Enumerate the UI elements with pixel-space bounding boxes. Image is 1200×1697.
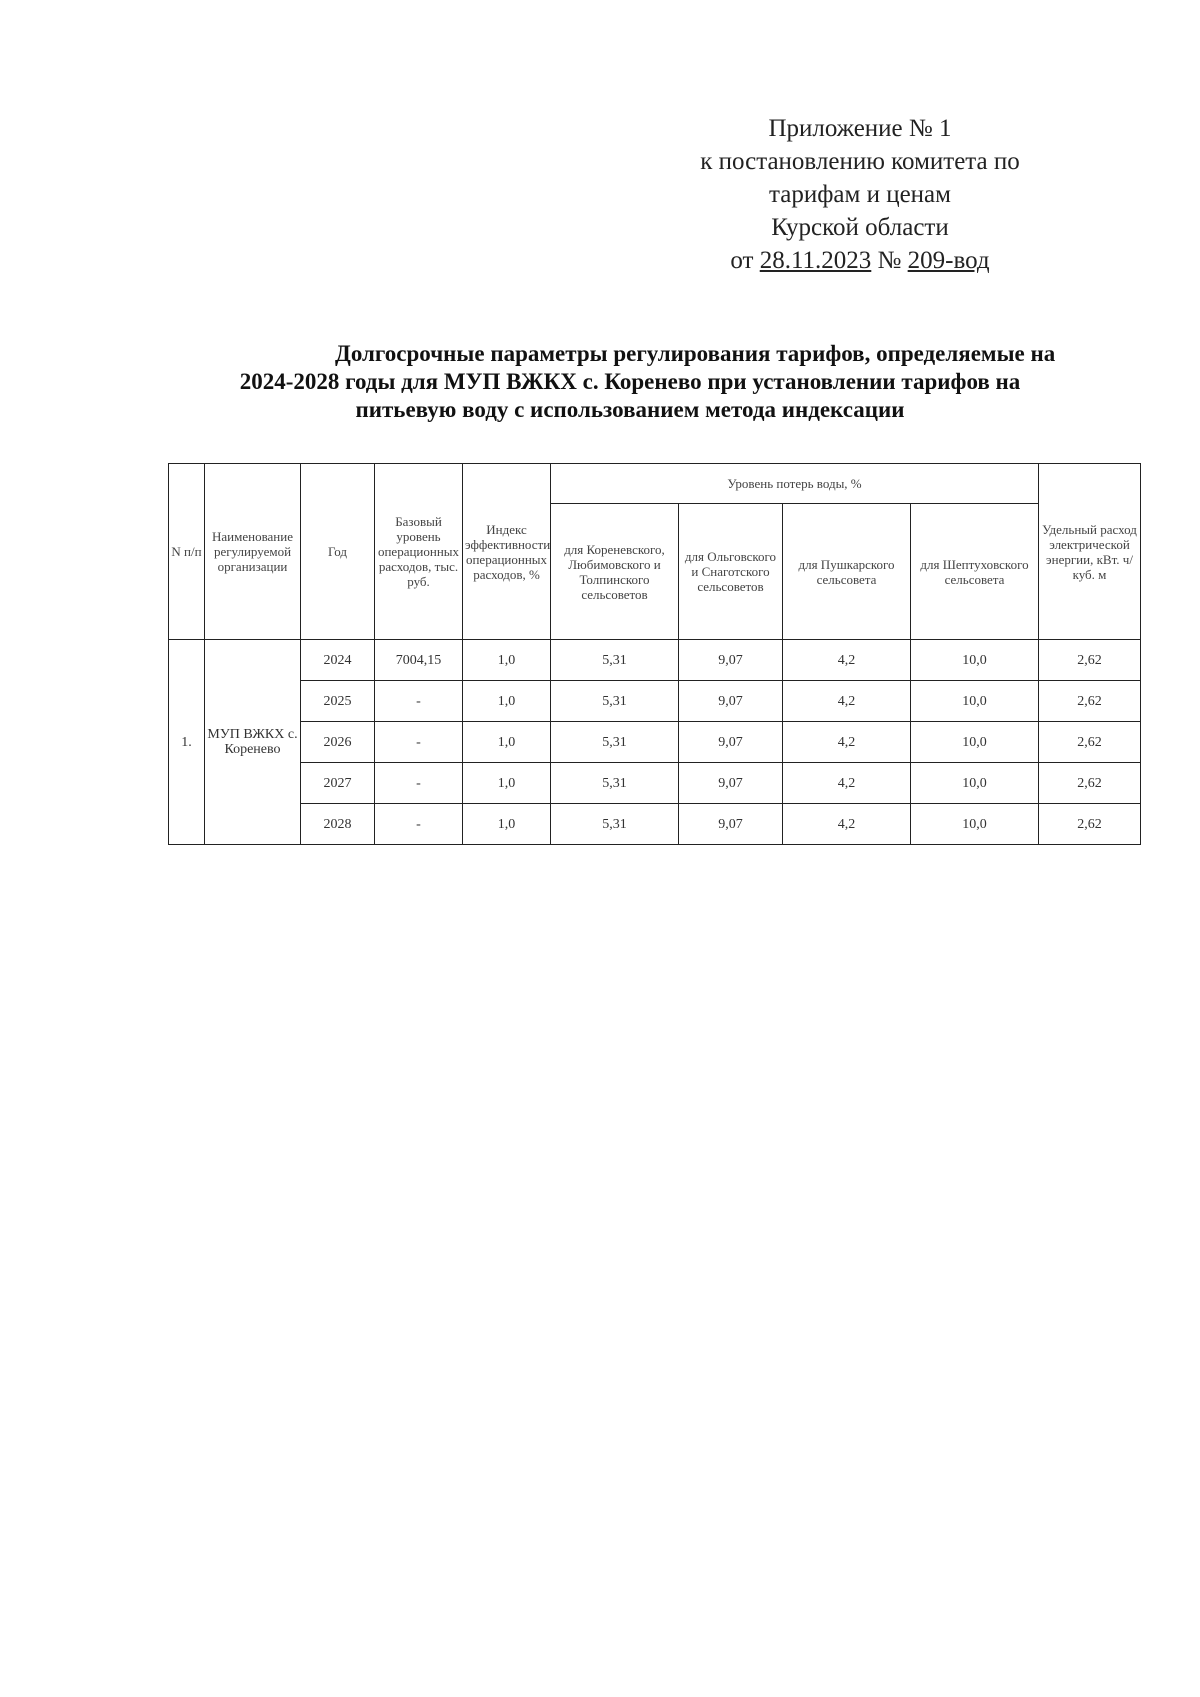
table-row — [169, 681, 1141, 722]
header-loss-pushkarsky: для Пушкарского сельсовета — [783, 504, 911, 640]
cell-loss3: 4,2 — [783, 640, 911, 681]
header-org: Наименование регулируемой организации — [205, 464, 301, 640]
cell-base: - — [375, 804, 463, 845]
cell-loss2: 9,07 — [679, 640, 783, 681]
cell-loss2: 9,07 — [679, 681, 783, 722]
cell-year: 2026 — [301, 722, 375, 763]
cell-energy: 2,62 — [1039, 763, 1141, 804]
header-efficiency-index: Индекс эффективности операционных расходов, % — [463, 464, 551, 640]
appendix-header — [600, 112, 1120, 277]
cell-loss3: 4,2 — [783, 804, 911, 845]
cell-loss1: 5,31 — [551, 640, 679, 681]
cell-index: 1,0 — [463, 681, 551, 722]
header-loss-korenevsky: для Кореневского, Любимовского и Толпинского сельсоветов — [551, 504, 679, 640]
table-row — [169, 763, 1141, 804]
cell-year: 2027 — [301, 763, 375, 804]
cell-loss3: 4,2 — [783, 763, 911, 804]
cell-loss1: 5,31 — [551, 681, 679, 722]
appendix-date-line — [600, 244, 1120, 277]
cell-loss4: 10,0 — [911, 681, 1039, 722]
cell-loss3: 4,2 — [783, 681, 911, 722]
cell-loss2: 9,07 — [679, 763, 783, 804]
title-line-1: Долгосрочные параметры регулирования тарифов, определяемые на — [335, 341, 1056, 366]
date-prefix: от — [730, 247, 754, 274]
cell-loss1: 5,31 — [551, 722, 679, 763]
cell-loss4: 10,0 — [911, 804, 1039, 845]
cell-loss4: 10,0 — [911, 640, 1039, 681]
appendix-line-1: Приложение № 1 — [768, 115, 952, 142]
appendix-line-4: Курской области — [771, 214, 949, 241]
cell-loss3: 4,2 — [783, 722, 911, 763]
table-row — [169, 722, 1141, 763]
appendix-line-2: к постановлению комитета по — [700, 148, 1020, 175]
header-loss-sheptukhovsky: для Шептуховского сельсовета — [911, 504, 1039, 640]
cell-year: 2028 — [301, 804, 375, 845]
cell-loss2: 9,07 — [679, 722, 783, 763]
cell-base: - — [375, 763, 463, 804]
cell-index: 1,0 — [463, 722, 551, 763]
header-base-costs: Базовый уровень операционных расходов, тыс. руб. — [375, 464, 463, 640]
cell-energy: 2,62 — [1039, 640, 1141, 681]
cell-base: 7004,15 — [375, 640, 463, 681]
document-title — [160, 340, 1100, 424]
cell-base: - — [375, 722, 463, 763]
cell-energy: 2,62 — [1039, 681, 1141, 722]
cell-index: 1,0 — [463, 763, 551, 804]
table-row — [169, 640, 1141, 681]
cell-energy: 2,62 — [1039, 722, 1141, 763]
cell-year: 2024 — [301, 640, 375, 681]
header-energy: Удельный расход электрической энергии, кВт. ч/куб. м — [1039, 464, 1141, 640]
cell-index: 1,0 — [463, 804, 551, 845]
title-line-3: питьевую воду с использованием метода индексации — [355, 397, 905, 422]
title-line-2: 2024-2028 годы для МУП ВЖКХ с. Коренево при установлении тарифов на — [239, 369, 1021, 394]
cell-index: 1,0 — [463, 640, 551, 681]
appendix-line-3: тарифам и ценам — [769, 181, 951, 208]
header-loss-olgovsky: для Ольговского и Снаготского сельсоветов — [679, 504, 783, 640]
cell-loss1: 5,31 — [551, 804, 679, 845]
resolution-number: 209-вод — [907, 247, 990, 274]
header-num: N п/п — [169, 464, 205, 640]
table-row — [169, 804, 1141, 845]
cell-base: - — [375, 681, 463, 722]
row-number: 1. — [169, 640, 205, 845]
parameters-table — [168, 463, 1141, 845]
organization-name: МУП ВЖКХ с. Коренево — [205, 640, 301, 845]
cell-loss1: 5,31 — [551, 763, 679, 804]
cell-loss4: 10,0 — [911, 722, 1039, 763]
number-sign: № — [877, 247, 902, 274]
header-water-losses: Уровень потерь воды, % — [551, 464, 1039, 504]
resolution-date: 28.11.2023 — [759, 247, 872, 274]
header-year: Год — [301, 464, 375, 640]
cell-loss4: 10,0 — [911, 763, 1039, 804]
cell-loss2: 9,07 — [679, 804, 783, 845]
cell-energy: 2,62 — [1039, 804, 1141, 845]
cell-year: 2025 — [301, 681, 375, 722]
